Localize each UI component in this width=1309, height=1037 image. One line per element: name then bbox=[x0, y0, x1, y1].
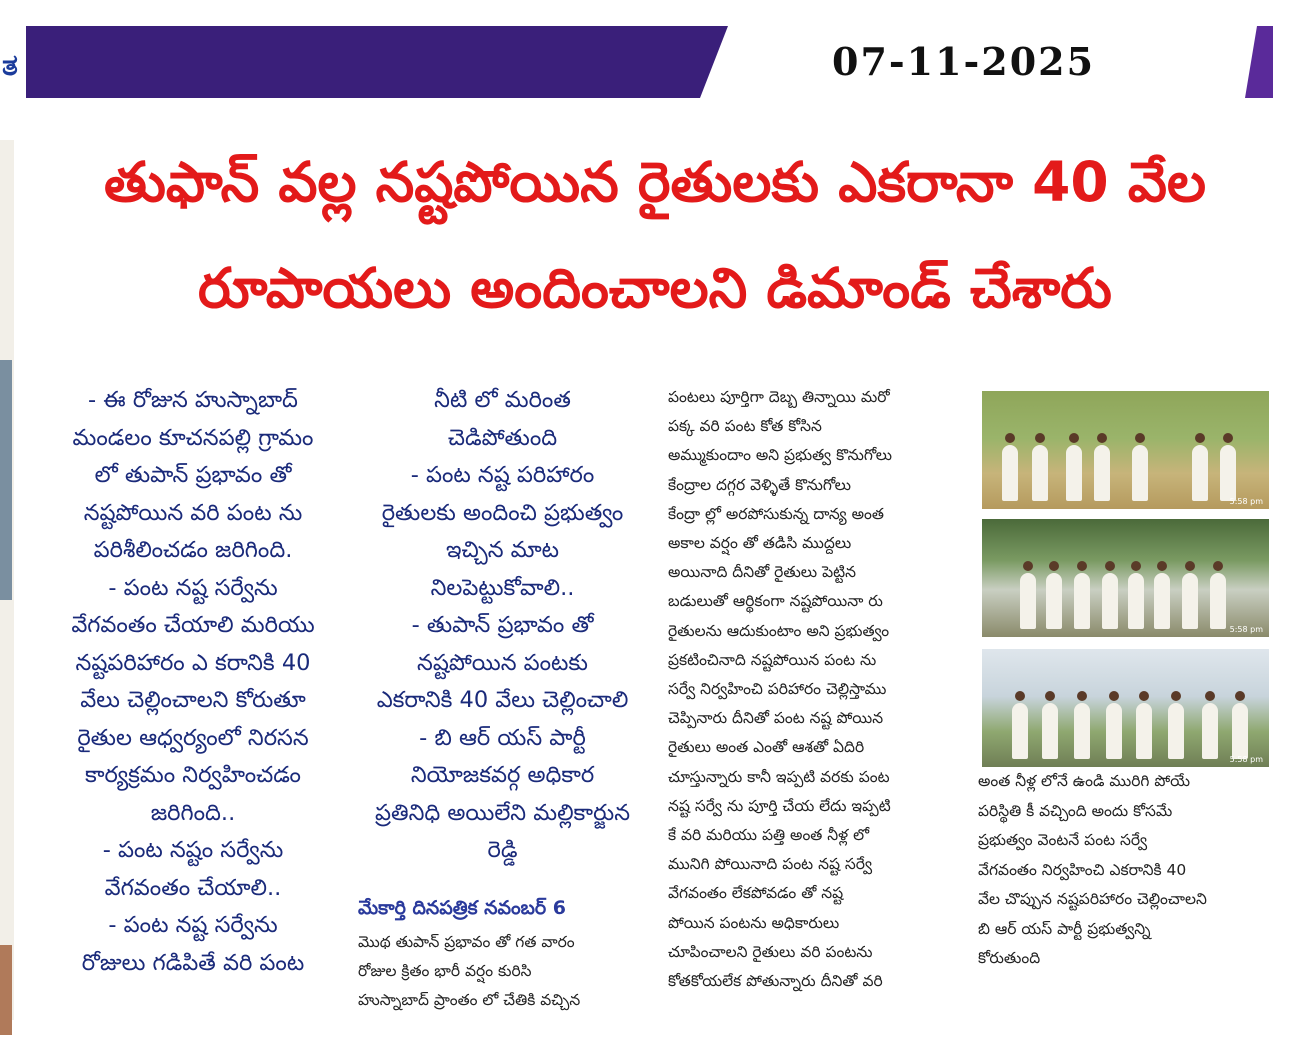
body-line: చూస్తున్నారు కానీ ఇప్పటి వరకు పంట bbox=[668, 767, 890, 786]
person-figure bbox=[1182, 573, 1198, 629]
body-line: హుస్నాబాద్ ప్రాంతం లో చేతికి వచ్చిన bbox=[358, 991, 581, 1009]
article-column-4 bbox=[978, 767, 1268, 974]
headline bbox=[30, 150, 1280, 362]
headline-line-2: రూపాయలు అందించాలని డిమాండ్ చేశారు bbox=[198, 256, 1112, 320]
photo-protest-group bbox=[982, 649, 1269, 767]
column-line: ప్రతినిధి అయిలేని మల్లికార్జున bbox=[375, 799, 630, 826]
column-line: ఎకరానికి 40 వేలు చెల్లించాలి bbox=[376, 687, 629, 713]
column-line: రైతుల ఆధ్వర్యంలో నిరసన bbox=[77, 724, 309, 751]
person-figure bbox=[1132, 445, 1148, 501]
column-line: వేగవంతం చేయాలి మరియు bbox=[71, 612, 315, 638]
body-line: చెప్పినారు దీనితో పంట నష్ట పోయిన bbox=[668, 709, 884, 728]
column-line: - పంట నష్ట సర్వేను bbox=[108, 912, 278, 938]
body-line: రైతులను ఆదుకుంటాం అని ప్రభుత్వం bbox=[668, 621, 890, 640]
article-body-start bbox=[358, 928, 648, 1015]
body-line: కోతకోయలేక పోతున్నారు దీనితో వరి bbox=[668, 972, 883, 991]
body-line: పక్క వరి పంట కోత కోసిన bbox=[668, 417, 822, 436]
person-figure bbox=[1074, 573, 1090, 629]
column-line: - పంట నష్ట సర్వేను bbox=[108, 574, 278, 601]
body-line: పోయిన పంటను అధికారులు bbox=[668, 913, 840, 932]
person-figure bbox=[1192, 445, 1208, 501]
person-figure bbox=[1094, 445, 1110, 501]
body-line: కే వరి మరియు పత్తి అంత నీళ్ల లో bbox=[668, 826, 870, 845]
person-figure bbox=[1102, 573, 1118, 629]
body-line: రోజుల క్రితం భారీ వర్షం కురిసి bbox=[358, 962, 532, 980]
column-line: - పంట నష్ట పరిహారం bbox=[410, 462, 595, 488]
headline-line-1: తుఫాన్ వల్ల నష్టపోయిన రైతులకు ఎకరానా 40 వేల bbox=[104, 150, 1206, 214]
body-line: కేంద్రాల దగ్గర వెళ్ళితే కొనుగోలు bbox=[668, 475, 852, 494]
body-line: వేల చొప్పున నష్టపరిహారం చెల్లించాలని bbox=[978, 890, 1207, 908]
column-line: నీటి లో మరింత bbox=[434, 387, 571, 413]
column-line: చెడిపోతుంది bbox=[447, 424, 558, 451]
column-line: నష్టపోయిన వరి పంట ను bbox=[83, 499, 303, 526]
body-line: అంత నీళ్ల లోనే ఉండి మురిగి పోయే bbox=[978, 772, 1191, 790]
person-figure bbox=[1032, 445, 1048, 501]
column-line: పరిశీలించడం జరిగింది. bbox=[93, 537, 293, 563]
body-line: అమ్ముకుందాం అని ప్రభుత్వ కొనుగోలు bbox=[668, 446, 893, 465]
body-line: కోరుతుంది bbox=[978, 949, 1041, 967]
column-line: రైతులకు అందించి ప్రభుత్వం bbox=[381, 499, 624, 526]
photo-field-inspection bbox=[982, 391, 1269, 509]
column-line: వేలు చెల్లించాలని కోరుతూ bbox=[80, 687, 306, 713]
article-column-3 bbox=[668, 383, 954, 996]
column-line: లో తుపాన్ ప్రభావం తో bbox=[94, 462, 292, 488]
person-figure bbox=[1232, 703, 1248, 759]
body-line: బి ఆర్ యస్ పార్టీ ప్రభుత్వన్ని bbox=[978, 919, 1151, 938]
person-figure bbox=[1106, 703, 1122, 759]
person-figure bbox=[1210, 573, 1226, 629]
column-line: నిలపెట్టుకోవాలి.. bbox=[430, 574, 575, 601]
photo-timestamp: 5:58 pm bbox=[1229, 755, 1263, 764]
body-line: అయినాది దీనితో రైతులు పెట్టిన bbox=[668, 563, 856, 582]
dateline-byline: మేకార్తి దినపత్రిక నవంబర్ 6 bbox=[358, 897, 566, 919]
column-line: వేగవంతం చేయాలి.. bbox=[104, 874, 282, 901]
person-figure bbox=[1136, 703, 1152, 759]
body-line: ప్రకటించినాది నష్టపోయిన పంట ను bbox=[668, 650, 877, 669]
article-column-1 bbox=[48, 382, 338, 982]
body-line: సర్వే నిర్వహించి పరిహారం చెల్లిస్తాము bbox=[668, 680, 887, 699]
body-line: వేగవంతం లేకపోవడం తో నష్ట bbox=[668, 884, 844, 903]
body-line: అకాల వర్షం తో తడిసి ముద్దలు bbox=[668, 534, 852, 553]
column-line: మండలం కూచనపల్లి గ్రామం bbox=[72, 424, 314, 451]
photo-timestamp: 5:58 pm bbox=[1229, 625, 1263, 634]
body-line: ప్రభుత్వం వెంటనే పంట సర్వే bbox=[978, 831, 1148, 849]
column-line: ఇచ్చిన మాట bbox=[445, 537, 560, 563]
body-line: చూపించాలని రైతులు వరి పంటను bbox=[668, 942, 873, 961]
column-line: జరిగింది.. bbox=[150, 799, 236, 826]
body-line: వేగవంతం నిర్వహించి ఎకరానికి 40 bbox=[978, 860, 1187, 879]
body-line: బడులుతో ఆర్థికంగా నష్టపోయినా రు bbox=[668, 592, 883, 611]
column-line: - పంట నష్టం సర్వేను bbox=[102, 837, 284, 863]
column-line: - బి ఆర్ యస్ పార్టీ bbox=[419, 724, 586, 751]
person-figure bbox=[1042, 703, 1058, 759]
person-figure bbox=[1128, 573, 1144, 629]
column-line: - తుపాన్ ప్రభావం తో bbox=[411, 612, 594, 638]
body-line: పంటలు పూర్తిగా దెబ్బ తిన్నాయి మరో bbox=[668, 388, 890, 406]
column-line: రోజులు గడిపితే వరి పంట bbox=[81, 949, 305, 976]
person-figure bbox=[1020, 573, 1036, 629]
person-figure bbox=[1220, 445, 1236, 501]
person-figure bbox=[1002, 445, 1018, 501]
body-line: నష్ట సర్వే ను పూర్తి చేయ లేదు ఇప్పటి bbox=[668, 796, 891, 815]
column-line: నష్టపరిహారం ఎ కరానికి 40 bbox=[75, 649, 311, 676]
person-figure bbox=[1046, 573, 1062, 629]
column-line: రెడ్డి bbox=[487, 837, 518, 863]
body-line: రైతులు అంత ఎంతో ఆశతో ఏదిరి bbox=[668, 738, 865, 757]
body-line: కేంద్రా ల్లో అరపోసుకున్న దాన్య అంత bbox=[668, 504, 884, 523]
photo-group-under-tree bbox=[982, 519, 1269, 637]
body-line: మునిగి పోయినాది పంట నష్ట సర్వే bbox=[668, 855, 873, 874]
person-figure bbox=[1012, 703, 1028, 759]
column-line: కార్యక్రమం నిర్వహించడం bbox=[85, 762, 301, 788]
person-figure bbox=[1154, 573, 1170, 629]
edition-date: 07-11-2025 bbox=[832, 39, 1096, 84]
column-line: - ఈ రోజున హుస్నాబాద్ bbox=[88, 387, 298, 413]
masthead bbox=[0, 26, 1273, 98]
body-line: మొథ తుపాన్ ప్రభావం తో గత వారం bbox=[358, 933, 575, 951]
adjacent-page-edge bbox=[0, 140, 14, 1020]
newspaper-logo-icon: ತ bbox=[0, 26, 26, 98]
person-figure bbox=[1202, 703, 1218, 759]
person-figure bbox=[1066, 445, 1082, 501]
person-figure bbox=[1074, 703, 1090, 759]
person-figure bbox=[1168, 703, 1184, 759]
column-line: నష్టపోయిన పంటకు bbox=[417, 649, 588, 676]
article-column-2 bbox=[355, 382, 650, 870]
photo-timestamp: 5:58 pm bbox=[1229, 497, 1263, 506]
adjacent-photo bbox=[0, 360, 12, 600]
adjacent-photo bbox=[0, 945, 12, 1035]
column-line: నియోజకవర్గ అధికార bbox=[410, 762, 595, 788]
body-line: పరిస్థితి కీ వచ్చింది అందు కోసమే bbox=[978, 801, 1173, 820]
